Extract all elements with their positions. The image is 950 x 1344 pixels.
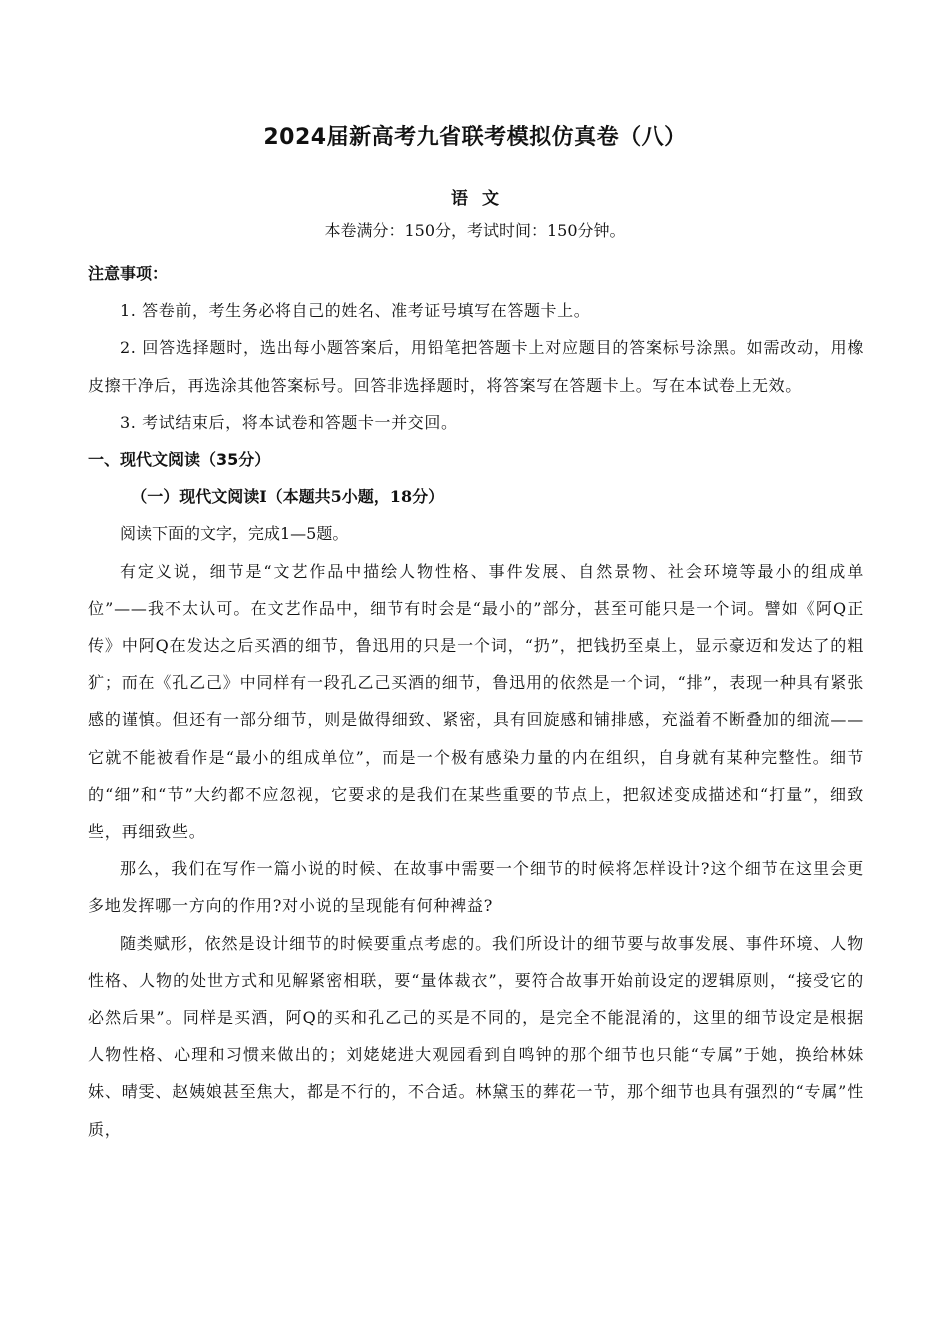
exam-title: 2024届新高考九省联考模拟仿真卷（八）	[263, 125, 687, 150]
exam-info: 本卷满分：150分，考试时间：150分钟。	[324, 221, 626, 240]
notes-section	[88, 255, 864, 441]
passage-paragraph-2: 那么，我们在写作一篇小说的时候、在故事中需要一个细节的时候将怎样设计?这个细节在这里会更多地发挥哪一方向的作用?对小说的呈现能有何种裨益?	[88, 859, 864, 916]
subsection-heading: （一）现代文阅读Ⅰ（本题共5小题，18分）	[131, 487, 445, 507]
document-body	[88, 255, 864, 1148]
reading-section	[88, 441, 864, 1148]
notes-heading: 注意事项：	[88, 264, 169, 283]
passage-paragraph-3: 随类赋形，依然是设计细节的时候要重点考虑的。我们所设计的细节要与故事发展、事件环境、人物性格、人物的处世方式和见解紧密相联，要“量体裁衣”，要符合故事开始前设定的逻辑原则，“接受它的必然后果”。同样是买酒，阿Q的买和孔乙己的买是不同的，是完全不能混淆的，这里的细节设定是根据人物性格、心理和习惯来做出的；刘姥姥进大观园看到自鸣钟的那个细节也只能“专属”于她，换给林妹妹、晴雯、赵姨娘甚至焦大，都是不行的，不合适。林黛玉的葬花一节，那个细节也具有强烈的“专属”性质，	[88, 933, 864, 1139]
subject-label: 语文	[451, 189, 513, 209]
section-heading: 一、现代文阅读（35分）	[88, 450, 271, 470]
note-item-1: 1. 答卷前，考生务必将自己的姓名、准考证号填写在答题卡上。	[120, 301, 591, 321]
note-item-2: 2. 回答选择题时，选出每小题答案后，用铅笔把答题卡上对应题目的答案标号涂黑。如需改动，用橡皮擦干净后，再选涂其他答案标号。回答非选择题时，将答案写在答题卡上。写在本试卷上无效。	[88, 338, 864, 395]
passage-paragraph-1: 有定义说，细节是“文艺作品中描绘人物性格、事件发展、自然景物、社会环境等最小的组成单位”——我不太认可。在文艺作品中，细节有时会是“最小的”部分，甚至可能只是一个词。譬如《阿Q正传》中阿Q在发达之后买酒的细节，鲁迅用的只是一个词，“扔”，把钱扔至桌上，显示豪迈和发达了的粗犷；而在《孔乙己》中同样有一段孔乙己买酒的细节，鲁迅用的依然是一个词，“排”，表现一种具有紧张感的谨慎。但还有一部分细节，则是做得细致、紧密，具有回旋感和铺排感，充溢着不断叠加的细流——它就不能被看作是“最小的组成单位”，而是一个极有感染力量的内在组织，自身就有某种完整性。细节的“细”和“节”大约都不应忽视，它要求的是我们在某些重要的节点上，把叙述变成描述和“打量”，细致些，再细致些。	[88, 561, 864, 842]
note-item-3: 3. 考试结束后，将本试卷和答题卡一并交回。	[120, 412, 458, 432]
reading-instruction: 阅读下面的文字，完成1—5题。	[120, 524, 349, 544]
